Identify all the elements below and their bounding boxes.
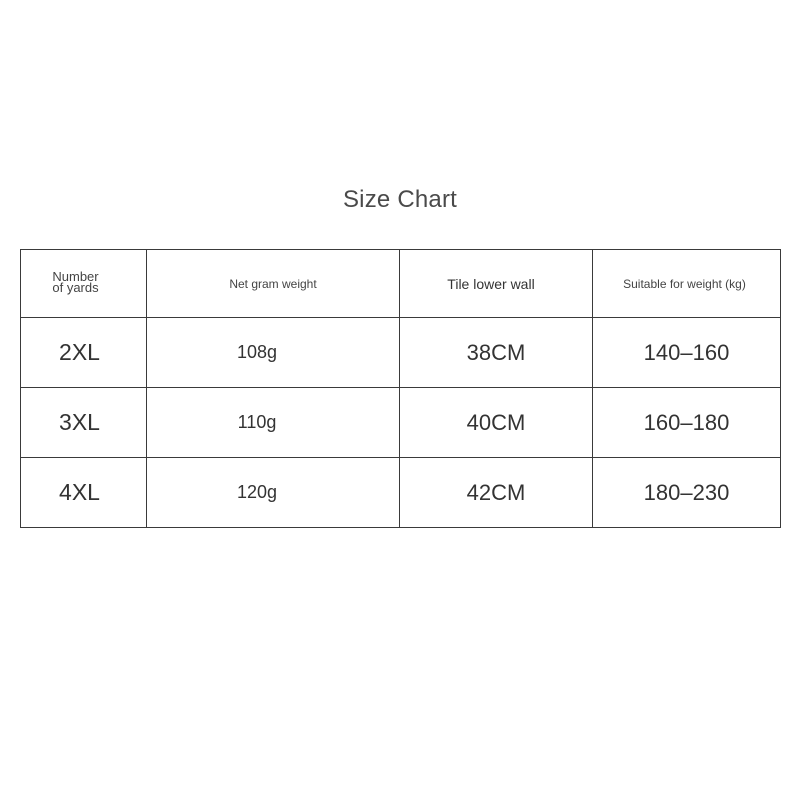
header-weight: Net gram weight: [147, 250, 400, 318]
cell-suitable: 160–180: [593, 388, 781, 458]
header-suitable: Suitable for weight (kg): [593, 250, 781, 318]
header-size-line1: Number: [52, 268, 99, 284]
table-row: [21, 458, 781, 528]
cell-suitable: 180–230: [593, 458, 781, 528]
cell-wall: 40CM: [400, 388, 593, 458]
cell-size: 4XL: [21, 458, 147, 528]
cell-weight-value: 110g: [237, 412, 277, 432]
cell-suitable: 140–160: [593, 318, 781, 388]
cell-weight: [147, 318, 400, 388]
cell-weight: [147, 458, 400, 528]
cell-weight: [147, 388, 400, 458]
cell-weight-value: 108g: [236, 342, 278, 362]
cell-wall: 42CM: [400, 458, 593, 528]
header-wall: Tile lower wall: [400, 250, 593, 318]
page-title: Size Chart: [342, 186, 458, 213]
header-size: [21, 250, 147, 318]
cell-wall: 38CM: [400, 318, 593, 388]
table-row: [21, 318, 781, 388]
header-size-line2: of yards: [52, 279, 99, 295]
cell-size: 3XL: [21, 388, 147, 458]
cell-size: 2XL: [21, 318, 147, 388]
size-table: [20, 249, 781, 528]
table-row: [21, 388, 781, 458]
cell-weight-value: 120g: [236, 482, 278, 502]
table-header-row: [21, 250, 781, 318]
